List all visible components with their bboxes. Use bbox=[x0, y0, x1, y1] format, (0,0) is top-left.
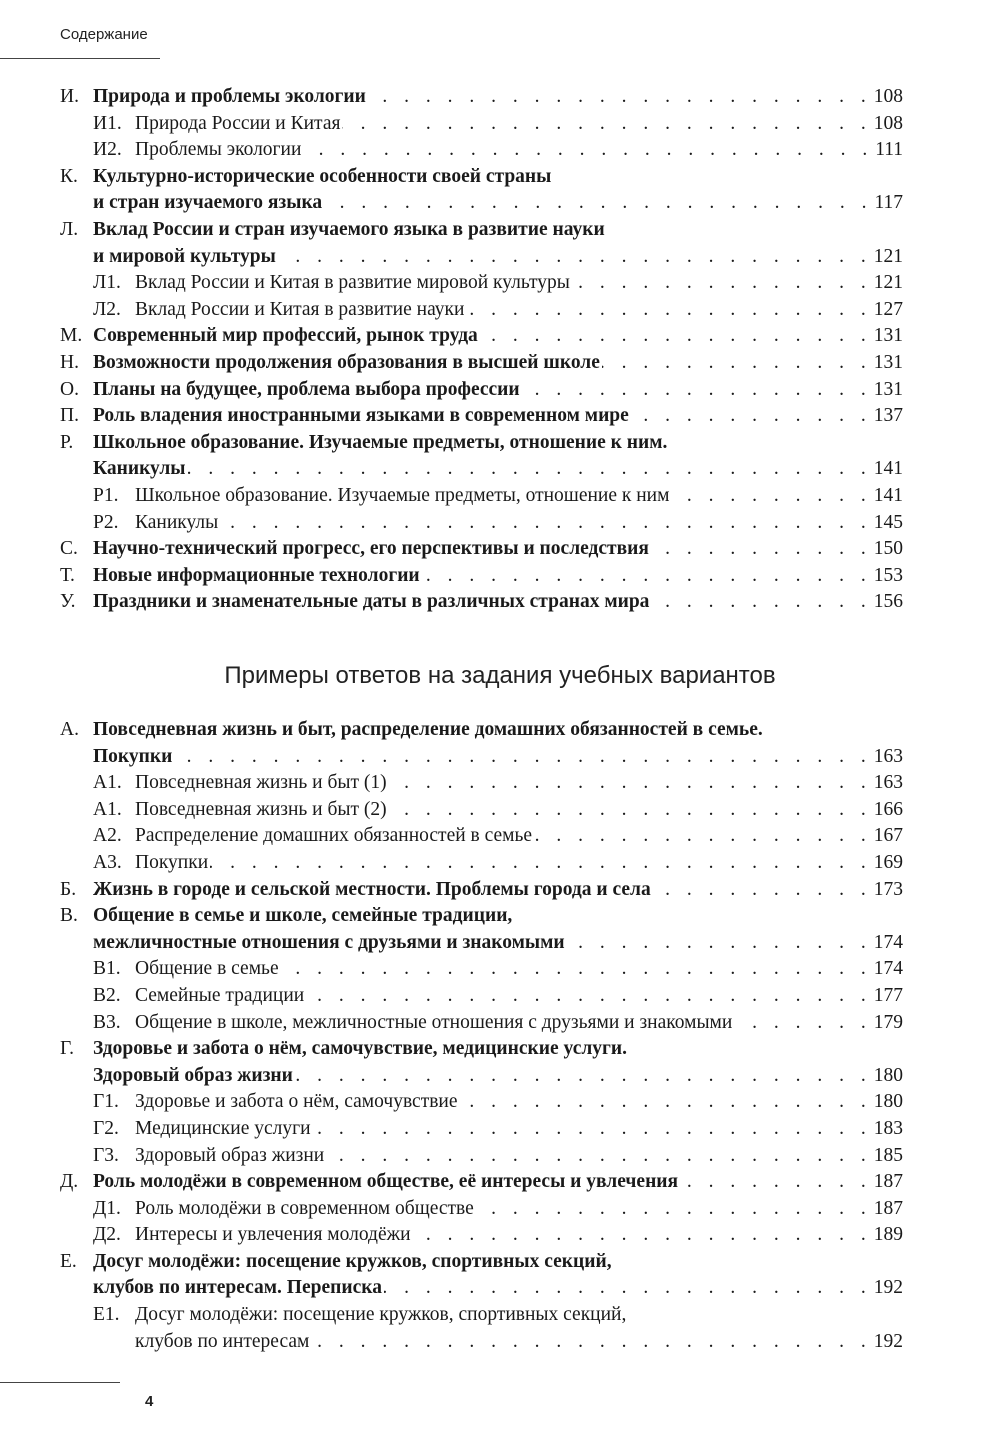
toc-entry-title: Вклад России и стран изучаемого языка в развитие науки bbox=[93, 218, 605, 240]
toc-subentry-code: А1. bbox=[93, 772, 122, 794]
dot-leader bbox=[534, 823, 872, 850]
toc-page-number: 187 bbox=[873, 1197, 903, 1219]
toc-subentry-title: Общение в семье bbox=[135, 958, 279, 980]
toc-entry-letter: П. bbox=[60, 405, 79, 427]
toc-page-number: 117 bbox=[874, 192, 903, 214]
toc-subentry-code: А1. bbox=[93, 798, 122, 820]
toc-entry-title: и мировой культуры bbox=[93, 245, 276, 267]
toc-entry-line bbox=[60, 744, 903, 771]
toc-entry-title: Повседневная жизнь и быт, распределение домашних обязанностей в семье. bbox=[93, 719, 763, 740]
toc-subentry-line bbox=[60, 297, 903, 324]
toc-list bbox=[60, 717, 903, 1355]
toc-page-number: 180 bbox=[873, 1064, 903, 1086]
running-head: Содержание bbox=[60, 26, 148, 43]
toc-entry-letter: Е. bbox=[60, 1250, 77, 1272]
toc-subentry-title: Роль молодёжи в современном обществе bbox=[135, 1197, 474, 1219]
dot-leader bbox=[174, 744, 871, 771]
toc-page-number: 131 bbox=[873, 351, 903, 373]
toc-page-number: 163 bbox=[873, 772, 903, 794]
toc-entry-line bbox=[60, 717, 903, 744]
toc-subentry-code: Р2. bbox=[93, 511, 119, 533]
toc-entry-title: Общение в семье и школе, семейные традиции, bbox=[93, 905, 513, 927]
toc-page-number: 174 bbox=[873, 931, 903, 953]
toc-page-number: 185 bbox=[873, 1144, 903, 1166]
toc-subentry-line bbox=[60, 823, 903, 850]
toc-subentry-line bbox=[60, 510, 903, 537]
toc-page-number: 121 bbox=[873, 245, 903, 267]
toc-page-number: 127 bbox=[873, 298, 903, 320]
toc-subentry-title: Повседневная жизнь и быт (1) bbox=[135, 772, 387, 794]
toc-entry-line bbox=[60, 903, 903, 930]
page-number: 4 bbox=[145, 1393, 154, 1410]
toc-page-number: 174 bbox=[873, 958, 903, 980]
dot-leader bbox=[389, 797, 872, 824]
toc-entry-letter: С. bbox=[60, 538, 78, 560]
toc-entry bbox=[60, 217, 903, 323]
toc-page-number: 131 bbox=[873, 378, 903, 400]
toc-subentry-title: Природа России и Китая bbox=[135, 112, 341, 134]
toc-entry-line bbox=[60, 1249, 903, 1276]
toc-entry-letter: Л. bbox=[60, 218, 79, 240]
toc-entry-title: Школьное образование. Изучаемые предметы, отношение к ним. bbox=[93, 431, 668, 453]
toc-page-number: 192 bbox=[873, 1330, 903, 1352]
dot-leader bbox=[342, 111, 871, 138]
dot-leader bbox=[651, 536, 872, 563]
toc-entry-line bbox=[60, 403, 903, 430]
toc-entry bbox=[60, 903, 903, 1036]
toc-entry-title: и стран изучаемого языка bbox=[93, 192, 323, 214]
toc-subentry-code: Д2. bbox=[93, 1224, 121, 1246]
toc-subentry-title: Вклад России и Китая в развитие науки bbox=[135, 298, 465, 320]
toc-entry-line bbox=[60, 1036, 903, 1063]
toc-entry-line bbox=[60, 1169, 903, 1196]
toc-subentry-line bbox=[60, 483, 903, 510]
toc-page-number: 131 bbox=[873, 325, 903, 347]
toc-subentry-code: Л2. bbox=[93, 298, 121, 320]
toc-subentry-title: Школьное образование. Изучаемые предметы, отношение к ним bbox=[135, 484, 670, 506]
toc-page-number: 183 bbox=[873, 1117, 903, 1139]
toc-entry bbox=[60, 403, 903, 430]
toc-page-number: 156 bbox=[873, 591, 903, 613]
dot-leader bbox=[522, 377, 872, 404]
toc-entry-line bbox=[60, 377, 903, 404]
toc-subentry-title: Общение в школе, межличностные отношения с друзьями и знакомыми bbox=[135, 1011, 733, 1033]
dot-leader bbox=[651, 589, 871, 616]
toc-entry-title: Научно-технический прогресс, его перспективы и последствия bbox=[93, 538, 649, 560]
toc-subentry-code: А3. bbox=[93, 851, 122, 873]
toc-entry-title: Роль молодёжи в современном обществе, её интересы и увлечения bbox=[93, 1171, 679, 1193]
dot-leader bbox=[460, 1089, 872, 1116]
toc-entry-line bbox=[60, 430, 903, 457]
toc-entry-letter: О. bbox=[60, 378, 79, 400]
toc-subentry-code: В3. bbox=[93, 1011, 121, 1033]
toc-entry-title: Жизнь в городе и сельской местности. Проблемы города и села bbox=[93, 878, 651, 900]
toc-list bbox=[60, 84, 903, 616]
toc-subentry-code: И1. bbox=[93, 112, 122, 134]
dot-leader bbox=[220, 510, 872, 537]
toc-subentry-code: Е1. bbox=[93, 1304, 120, 1326]
toc-subentry-title: Семейные традиции bbox=[135, 984, 305, 1006]
toc-entry-letter: Н. bbox=[60, 351, 79, 373]
dot-leader bbox=[295, 1063, 872, 1090]
dot-leader bbox=[422, 563, 872, 590]
toc-page-number: 121 bbox=[873, 272, 903, 294]
toc-page-number: 189 bbox=[873, 1224, 903, 1246]
toc-subentry-code: А2. bbox=[93, 825, 122, 847]
toc-subentry-line bbox=[60, 1116, 903, 1143]
toc-entry-letter: Г. bbox=[60, 1038, 74, 1060]
toc-subentry-code: И2. bbox=[93, 139, 122, 161]
dot-leader bbox=[413, 1222, 872, 1249]
dot-leader bbox=[313, 1116, 872, 1143]
toc-subentry-title: Здоровый образ жизни bbox=[135, 1144, 325, 1166]
toc-subentry-code: Д1. bbox=[93, 1197, 121, 1219]
toc-entry bbox=[60, 717, 903, 877]
toc-page-number: 137 bbox=[873, 405, 903, 427]
dot-leader bbox=[368, 84, 872, 111]
toc-entry-title: Культурно-исторические особенности своей страны bbox=[93, 165, 552, 187]
toc-subentry-line bbox=[60, 770, 903, 797]
dot-leader bbox=[326, 1143, 872, 1170]
dot-leader bbox=[324, 190, 872, 217]
footer-rule bbox=[0, 1382, 120, 1383]
toc-page-number: 167 bbox=[873, 825, 903, 847]
toc-entry-line bbox=[60, 1063, 903, 1090]
toc-subentry-code: Л1. bbox=[93, 272, 121, 294]
toc-entry-line bbox=[60, 244, 903, 271]
toc-entry bbox=[60, 1169, 903, 1249]
toc-subentry-title: Здоровье и забота о нём, самочувствие bbox=[135, 1091, 458, 1113]
toc-entry-line bbox=[60, 877, 903, 904]
toc-entry-letter: У. bbox=[60, 591, 76, 613]
toc-subentry-line bbox=[60, 270, 903, 297]
dot-leader bbox=[567, 930, 872, 957]
toc-entry-title: клубов по интересам. Переписка bbox=[93, 1277, 382, 1299]
toc-entry-letter: К. bbox=[60, 165, 78, 187]
toc-entry bbox=[60, 323, 903, 350]
toc-subentry-line bbox=[60, 1196, 903, 1223]
toc-entry-line bbox=[60, 190, 903, 217]
toc-page-number: 177 bbox=[873, 984, 903, 1006]
toc-entry-title: Возможности продолжения образования в высшей школе bbox=[93, 351, 600, 373]
toc-entry-line bbox=[60, 164, 903, 191]
toc-subentry-line bbox=[60, 111, 903, 138]
toc-subentry-title: Повседневная жизнь и быт (2) bbox=[135, 798, 387, 820]
toc-entry bbox=[60, 1036, 903, 1169]
toc-entry-title: Покупки bbox=[93, 745, 173, 767]
toc-entry bbox=[60, 877, 903, 904]
toc-subentry-title: Медицинские услуги bbox=[135, 1117, 311, 1139]
toc-entry bbox=[60, 589, 903, 616]
toc-entry-letter: Д. bbox=[60, 1171, 79, 1193]
toc-page-number: 169 bbox=[873, 851, 903, 873]
toc-page-number: 166 bbox=[873, 798, 903, 820]
toc-subentry-line bbox=[60, 1089, 903, 1116]
toc-subentry-title: Покупки bbox=[135, 851, 209, 873]
toc-entry-title: Природа и проблемы экологии bbox=[93, 86, 366, 107]
toc-entry bbox=[60, 84, 903, 164]
toc-page-number: 180 bbox=[873, 1091, 903, 1113]
toc-page-number: 108 bbox=[873, 112, 903, 134]
toc-subentry-line bbox=[60, 983, 903, 1010]
toc-entry bbox=[60, 1249, 903, 1355]
toc-entry-title: межличностные отношения с друзьями и знакомыми bbox=[93, 931, 565, 953]
toc-entry-title: Праздники и знаменательные даты в различных странах мира bbox=[93, 591, 650, 613]
toc-entry-line bbox=[60, 930, 903, 957]
dot-leader bbox=[680, 1169, 872, 1196]
toc-subentry-title: клубов по интересам bbox=[135, 1330, 310, 1352]
toc-entry-line bbox=[60, 456, 903, 483]
dot-leader bbox=[210, 850, 872, 877]
section-title: Примеры ответов на задания учебных вариантов bbox=[224, 662, 776, 689]
toc-subentry-title: Распределение домашних обязанностей в семье bbox=[135, 825, 533, 847]
toc-subentry-title: Каникулы bbox=[135, 511, 219, 533]
dot-leader bbox=[384, 1275, 872, 1302]
toc-entry-letter: И. bbox=[60, 86, 79, 107]
toc-subentry-line bbox=[60, 956, 903, 983]
toc-subentry-line bbox=[60, 1302, 903, 1329]
dot-leader bbox=[303, 137, 873, 164]
toc-entry-title: Здоровый образ жизни bbox=[93, 1064, 293, 1086]
toc-page-number: 108 bbox=[873, 86, 903, 107]
dot-leader bbox=[631, 403, 872, 430]
toc-subentry-code: Г1. bbox=[93, 1091, 119, 1113]
toc-subentry-line bbox=[60, 1222, 903, 1249]
toc-entry bbox=[60, 536, 903, 563]
toc-entry-letter: Т. bbox=[60, 564, 75, 586]
toc-subentry-line bbox=[60, 1143, 903, 1170]
dot-leader bbox=[602, 350, 872, 377]
dot-leader bbox=[188, 456, 872, 483]
toc-entry-title: Современный мир профессий, рынок труда bbox=[93, 325, 478, 347]
dot-leader bbox=[281, 956, 872, 983]
dot-leader bbox=[306, 983, 872, 1010]
toc-entry-line bbox=[60, 323, 903, 350]
dot-leader bbox=[278, 244, 872, 271]
dot-leader bbox=[671, 483, 871, 510]
toc-entry-line bbox=[60, 563, 903, 590]
dot-leader bbox=[311, 1329, 871, 1356]
toc-subentry-code: В1. bbox=[93, 958, 121, 980]
toc-entry-title: Здоровье и забота о нём, самочувствие, медицинские услуги. bbox=[93, 1038, 628, 1060]
toc-entry-line bbox=[60, 84, 903, 111]
toc-subentry-title: Досуг молодёжи: посещение кружков, спортивных секций, bbox=[135, 1304, 627, 1326]
toc-entry bbox=[60, 350, 903, 377]
toc-subentry-code: Р1. bbox=[93, 484, 119, 506]
dot-leader bbox=[572, 270, 872, 297]
toc-subentry-title: Проблемы экологии bbox=[135, 139, 302, 161]
toc-entry-line bbox=[60, 217, 903, 244]
dot-leader bbox=[480, 323, 872, 350]
toc-entry-line bbox=[60, 1275, 903, 1302]
toc-entry-title: Каникулы bbox=[93, 458, 186, 480]
toc-entry bbox=[60, 377, 903, 404]
toc-page-number: 111 bbox=[875, 139, 903, 161]
toc-subentry-line bbox=[60, 137, 903, 164]
toc-page-number: 141 bbox=[873, 458, 903, 480]
toc-subentry-code: Г2. bbox=[93, 1117, 119, 1139]
dot-leader bbox=[466, 297, 871, 324]
toc-subentry-code: В2. bbox=[93, 984, 121, 1006]
toc-entry-title: Новые информационные технологии bbox=[93, 564, 420, 586]
toc-page-number: 145 bbox=[873, 511, 903, 533]
toc-subentry-line bbox=[60, 1329, 903, 1356]
toc-entry-title: Досуг молодёжи: посещение кружков, спортивных секций, bbox=[93, 1250, 612, 1272]
toc-page-number: 153 bbox=[873, 564, 903, 586]
toc-entry bbox=[60, 164, 903, 217]
toc-page-number: 187 bbox=[873, 1171, 903, 1193]
toc-entry-letter: М. bbox=[60, 325, 83, 347]
toc-entry-line bbox=[60, 350, 903, 377]
toc-subentry-title: Вклад России и Китая в развитие мировой культуры bbox=[135, 272, 570, 294]
toc-entry-title: Планы на будущее, проблема выбора профессии bbox=[93, 378, 520, 400]
toc-page-number: 192 bbox=[873, 1277, 903, 1299]
toc-page-number: 179 bbox=[873, 1011, 903, 1033]
toc-entry-title: Роль владения иностранными языками в современном мире bbox=[93, 405, 629, 427]
toc-subentry-code: Г3. bbox=[93, 1144, 119, 1166]
dot-leader bbox=[653, 877, 872, 904]
dot-leader bbox=[389, 770, 872, 797]
toc-subentry-line bbox=[60, 797, 903, 824]
toc-entry bbox=[60, 430, 903, 536]
toc-subentry-line bbox=[60, 850, 903, 877]
toc-page-number: 141 bbox=[873, 484, 903, 506]
toc-entry-letter: А. bbox=[60, 719, 79, 740]
toc-page-number: 173 bbox=[873, 878, 903, 900]
toc-entry-letter: В. bbox=[60, 905, 78, 927]
toc-entry-letter: Р. bbox=[60, 431, 74, 453]
toc-entry-line bbox=[60, 536, 903, 563]
toc-entry-letter: Б. bbox=[60, 878, 77, 900]
toc-page-number: 163 bbox=[873, 745, 903, 767]
dot-leader bbox=[476, 1196, 872, 1223]
toc-entry bbox=[60, 563, 903, 590]
toc-entry-line bbox=[60, 589, 903, 616]
toc-subentry-title: Интересы и увлечения молодёжи bbox=[135, 1224, 411, 1246]
toc-page-number: 150 bbox=[873, 538, 903, 560]
toc-subentry-line bbox=[60, 1010, 903, 1037]
dot-leader bbox=[734, 1010, 871, 1037]
header-rule bbox=[0, 58, 160, 59]
